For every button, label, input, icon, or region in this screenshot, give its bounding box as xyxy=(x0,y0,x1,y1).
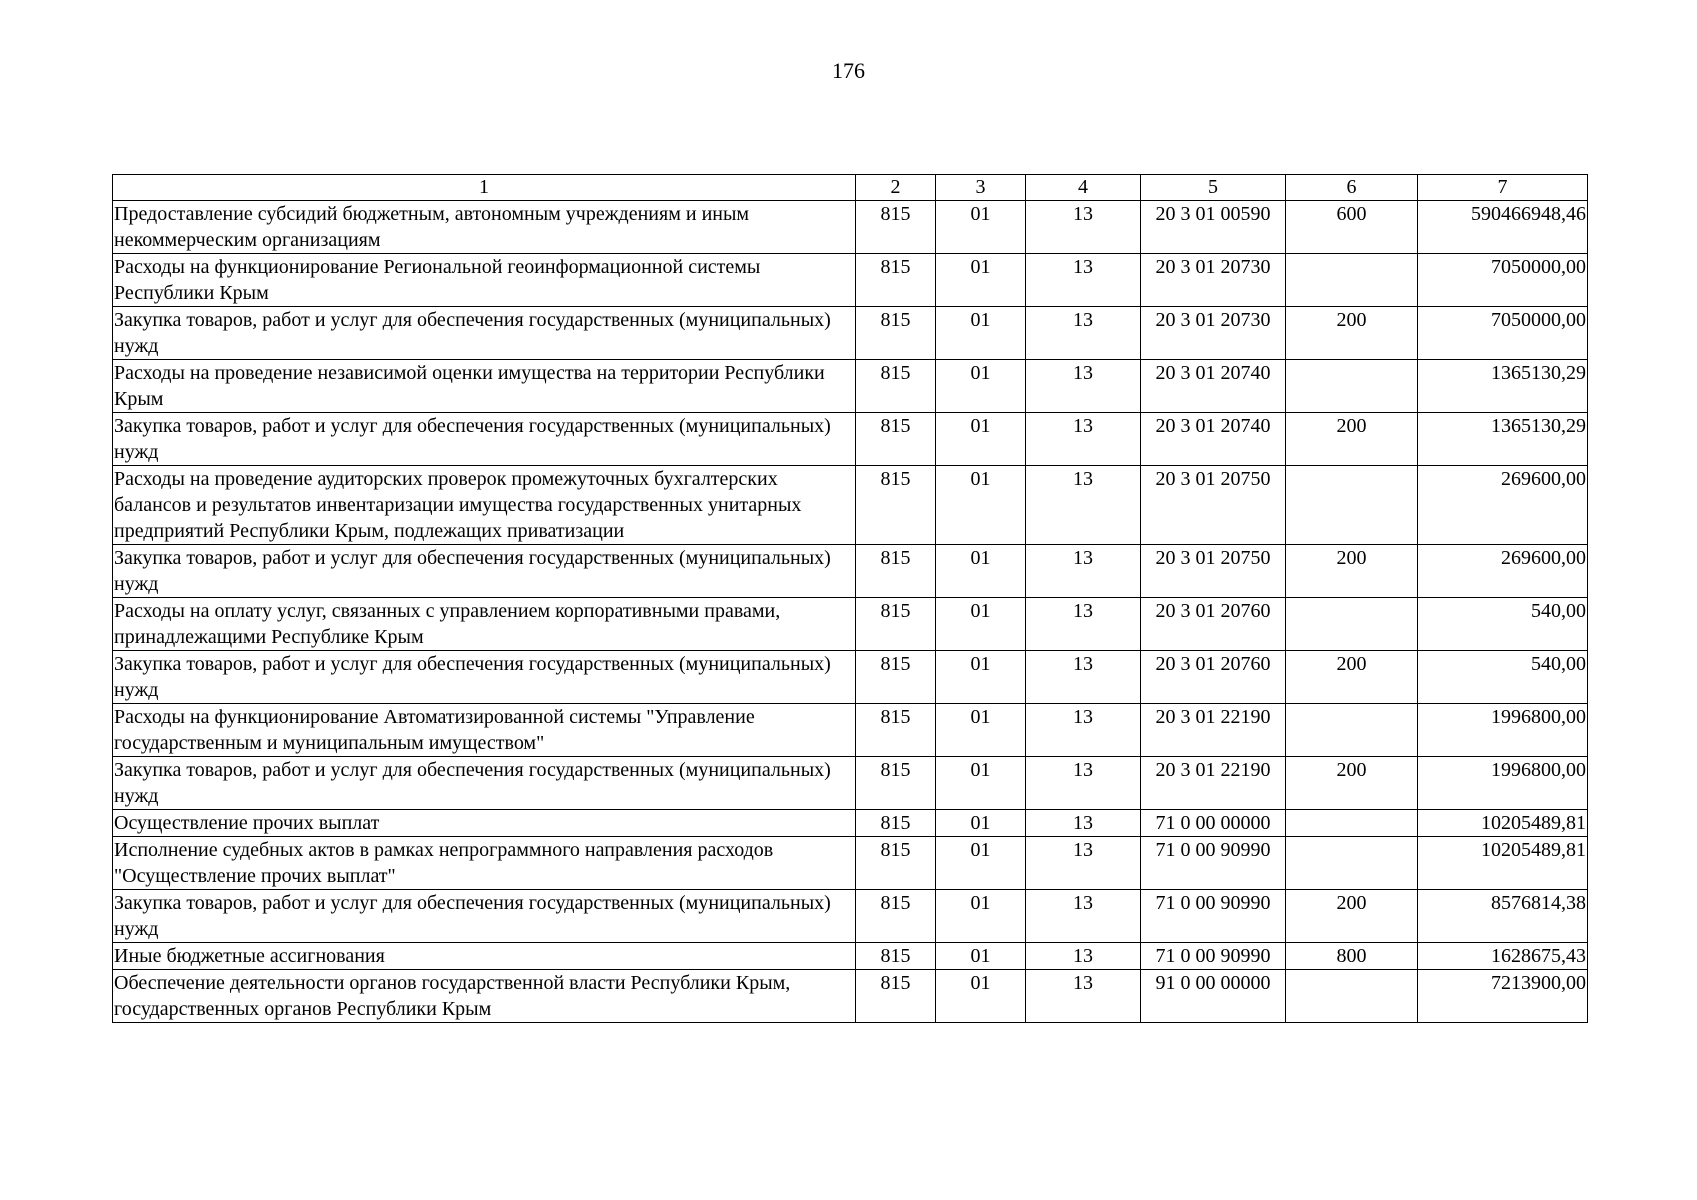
cell-item-name: Обеспечение деятельности органов государственной власти Республики Крым, государственных органов Республики Крым xyxy=(113,970,856,1023)
table-row xyxy=(113,970,1588,1023)
cell-item-name: Закупка товаров, работ и услуг для обеспечения государственных (муниципальных) нужд xyxy=(113,757,856,810)
cell-code-admin: 815 xyxy=(856,651,936,704)
cell-amount: 1628675,43 xyxy=(1418,943,1588,970)
table-row xyxy=(113,413,1588,466)
cell-code-admin: 815 xyxy=(856,837,936,890)
cell-code-expense-type xyxy=(1286,466,1418,545)
cell-code-section: 01 xyxy=(936,943,1026,970)
cell-code-expense-type xyxy=(1286,810,1418,837)
cell-amount: 7213900,00 xyxy=(1418,970,1588,1023)
cell-code-expense-type: 600 xyxy=(1286,201,1418,254)
cell-code-subsection: 13 xyxy=(1026,254,1141,307)
cell-code-target: 20 3 01 20730 xyxy=(1141,254,1286,307)
page-number: 176 xyxy=(832,58,865,83)
header-cell-2: 2 xyxy=(856,175,936,201)
cell-code-admin: 815 xyxy=(856,413,936,466)
cell-code-expense-type: 200 xyxy=(1286,757,1418,810)
cell-code-target: 20 3 01 22190 xyxy=(1141,704,1286,757)
cell-code-target: 20 3 01 20730 xyxy=(1141,307,1286,360)
cell-item-name: Иные бюджетные ассигнования xyxy=(113,943,856,970)
table-row xyxy=(113,201,1588,254)
cell-code-target: 20 3 01 20760 xyxy=(1141,598,1286,651)
cell-code-section: 01 xyxy=(936,890,1026,943)
table-row xyxy=(113,890,1588,943)
cell-code-admin: 815 xyxy=(856,360,936,413)
table-row xyxy=(113,810,1588,837)
cell-code-expense-type xyxy=(1286,837,1418,890)
header-cell-6: 6 xyxy=(1286,175,1418,201)
cell-code-section: 01 xyxy=(936,837,1026,890)
cell-code-expense-type: 200 xyxy=(1286,545,1418,598)
header-cell-4: 4 xyxy=(1026,175,1141,201)
cell-code-expense-type xyxy=(1286,254,1418,307)
cell-item-name: Осуществление прочих выплат xyxy=(113,810,856,837)
cell-code-target: 71 0 00 90990 xyxy=(1141,943,1286,970)
cell-code-section: 01 xyxy=(936,307,1026,360)
header-cell-3: 3 xyxy=(936,175,1026,201)
cell-code-admin: 815 xyxy=(856,810,936,837)
cell-amount: 540,00 xyxy=(1418,598,1588,651)
cell-item-name: Закупка товаров, работ и услуг для обеспечения государственных (муниципальных) нужд xyxy=(113,651,856,704)
cell-item-name: Закупка товаров, работ и услуг для обеспечения государственных (муниципальных) нужд xyxy=(113,307,856,360)
table-row xyxy=(113,837,1588,890)
cell-amount: 10205489,81 xyxy=(1418,810,1588,837)
cell-code-expense-type xyxy=(1286,360,1418,413)
cell-amount: 10205489,81 xyxy=(1418,837,1588,890)
cell-code-admin: 815 xyxy=(856,466,936,545)
table-row xyxy=(113,360,1588,413)
cell-code-target: 20 3 01 20760 xyxy=(1141,651,1286,704)
header-cell-7: 7 xyxy=(1418,175,1588,201)
cell-code-section: 01 xyxy=(936,810,1026,837)
cell-code-expense-type: 200 xyxy=(1286,890,1418,943)
cell-item-name: Закупка товаров, работ и услуг для обеспечения государственных (муниципальных) нужд xyxy=(113,413,856,466)
cell-code-subsection: 13 xyxy=(1026,943,1141,970)
cell-code-subsection: 13 xyxy=(1026,360,1141,413)
cell-code-admin: 815 xyxy=(856,254,936,307)
cell-code-subsection: 13 xyxy=(1026,598,1141,651)
header-cell-5: 5 xyxy=(1141,175,1286,201)
cell-code-target: 20 3 01 20750 xyxy=(1141,466,1286,545)
cell-code-target: 20 3 01 20740 xyxy=(1141,360,1286,413)
cell-code-target: 71 0 00 90990 xyxy=(1141,890,1286,943)
cell-code-subsection: 13 xyxy=(1026,545,1141,598)
cell-code-section: 01 xyxy=(936,466,1026,545)
table-row xyxy=(113,545,1588,598)
cell-amount: 1365130,29 xyxy=(1418,413,1588,466)
cell-code-target: 91 0 00 00000 xyxy=(1141,970,1286,1023)
table-row xyxy=(113,254,1588,307)
cell-code-subsection: 13 xyxy=(1026,757,1141,810)
cell-code-subsection: 13 xyxy=(1026,201,1141,254)
cell-amount: 8576814,38 xyxy=(1418,890,1588,943)
cell-amount: 1996800,00 xyxy=(1418,757,1588,810)
cell-code-subsection: 13 xyxy=(1026,651,1141,704)
cell-code-target: 71 0 00 00000 xyxy=(1141,810,1286,837)
table-row xyxy=(113,466,1588,545)
cell-code-subsection: 13 xyxy=(1026,890,1141,943)
cell-code-subsection: 13 xyxy=(1026,810,1141,837)
table-row xyxy=(113,757,1588,810)
cell-amount: 590466948,46 xyxy=(1418,201,1588,254)
cell-code-section: 01 xyxy=(936,413,1026,466)
header-cell-1: 1 xyxy=(113,175,856,201)
cell-code-admin: 815 xyxy=(856,545,936,598)
table-row xyxy=(113,307,1588,360)
cell-code-section: 01 xyxy=(936,545,1026,598)
cell-code-admin: 815 xyxy=(856,890,936,943)
cell-item-name: Исполнение судебных актов в рамках непрограммного направления расходов "Осуществление прочих выплат" xyxy=(113,837,856,890)
cell-item-name: Расходы на функционирование Региональной геоинформационной системы Республики Крым xyxy=(113,254,856,307)
cell-code-subsection: 13 xyxy=(1026,837,1141,890)
cell-code-expense-type: 800 xyxy=(1286,943,1418,970)
cell-item-name: Расходы на оплату услуг, связанных с управлением корпоративными правами, принадлежащими Республике Крым xyxy=(113,598,856,651)
cell-code-target: 20 3 01 00590 xyxy=(1141,201,1286,254)
cell-item-name: Закупка товаров, работ и услуг для обеспечения государственных (муниципальных) нужд xyxy=(113,545,856,598)
cell-amount: 7050000,00 xyxy=(1418,254,1588,307)
cell-amount: 7050000,00 xyxy=(1418,307,1588,360)
table-row xyxy=(113,598,1588,651)
cell-code-expense-type: 200 xyxy=(1286,413,1418,466)
cell-code-admin: 815 xyxy=(856,598,936,651)
cell-amount: 269600,00 xyxy=(1418,545,1588,598)
cell-code-admin: 815 xyxy=(856,201,936,254)
cell-amount: 269600,00 xyxy=(1418,466,1588,545)
budget-table xyxy=(112,174,1588,1023)
cell-code-expense-type xyxy=(1286,598,1418,651)
cell-code-expense-type xyxy=(1286,704,1418,757)
cell-code-subsection: 13 xyxy=(1026,704,1141,757)
cell-code-subsection: 13 xyxy=(1026,413,1141,466)
cell-code-section: 01 xyxy=(936,201,1026,254)
cell-code-expense-type: 200 xyxy=(1286,651,1418,704)
cell-code-section: 01 xyxy=(936,757,1026,810)
cell-item-name: Расходы на проведение независимой оценки имущества на территории Республики Крым xyxy=(113,360,856,413)
cell-code-section: 01 xyxy=(936,360,1026,413)
cell-code-target: 20 3 01 20740 xyxy=(1141,413,1286,466)
cell-code-section: 01 xyxy=(936,254,1026,307)
cell-code-section: 01 xyxy=(936,598,1026,651)
cell-item-name: Закупка товаров, работ и услуг для обеспечения государственных (муниципальных) нужд xyxy=(113,890,856,943)
cell-item-name: Расходы на проведение аудиторских проверок промежуточных бухгалтерских балансов и результатов инвентаризации имущества государственных унитарных предприятий Республики Крым, подлежащих приватизации xyxy=(113,466,856,545)
cell-code-target: 71 0 00 90990 xyxy=(1141,837,1286,890)
cell-code-subsection: 13 xyxy=(1026,970,1141,1023)
cell-code-section: 01 xyxy=(936,704,1026,757)
cell-code-section: 01 xyxy=(936,651,1026,704)
cell-code-subsection: 13 xyxy=(1026,466,1141,545)
cell-code-expense-type: 200 xyxy=(1286,307,1418,360)
cell-item-name: Расходы на функционирование Автоматизированной системы "Управление государственным и муниципальным имуществом" xyxy=(113,704,856,757)
cell-item-name: Предоставление субсидий бюджетным, автономным учреждениям и иным некоммерческим организациям xyxy=(113,201,856,254)
table-row xyxy=(113,704,1588,757)
cell-code-target: 20 3 01 22190 xyxy=(1141,757,1286,810)
cell-amount: 540,00 xyxy=(1418,651,1588,704)
table-row xyxy=(113,651,1588,704)
cell-amount: 1996800,00 xyxy=(1418,704,1588,757)
header-row xyxy=(113,175,1588,201)
cell-code-section: 01 xyxy=(936,970,1026,1023)
cell-code-admin: 815 xyxy=(856,757,936,810)
cell-code-target: 20 3 01 20750 xyxy=(1141,545,1286,598)
cell-code-expense-type xyxy=(1286,970,1418,1023)
cell-code-admin: 815 xyxy=(856,307,936,360)
table-row xyxy=(113,943,1588,970)
cell-amount: 1365130,29 xyxy=(1418,360,1588,413)
cell-code-admin: 815 xyxy=(856,943,936,970)
cell-code-subsection: 13 xyxy=(1026,307,1141,360)
cell-code-admin: 815 xyxy=(856,704,936,757)
cell-code-admin: 815 xyxy=(856,970,936,1023)
